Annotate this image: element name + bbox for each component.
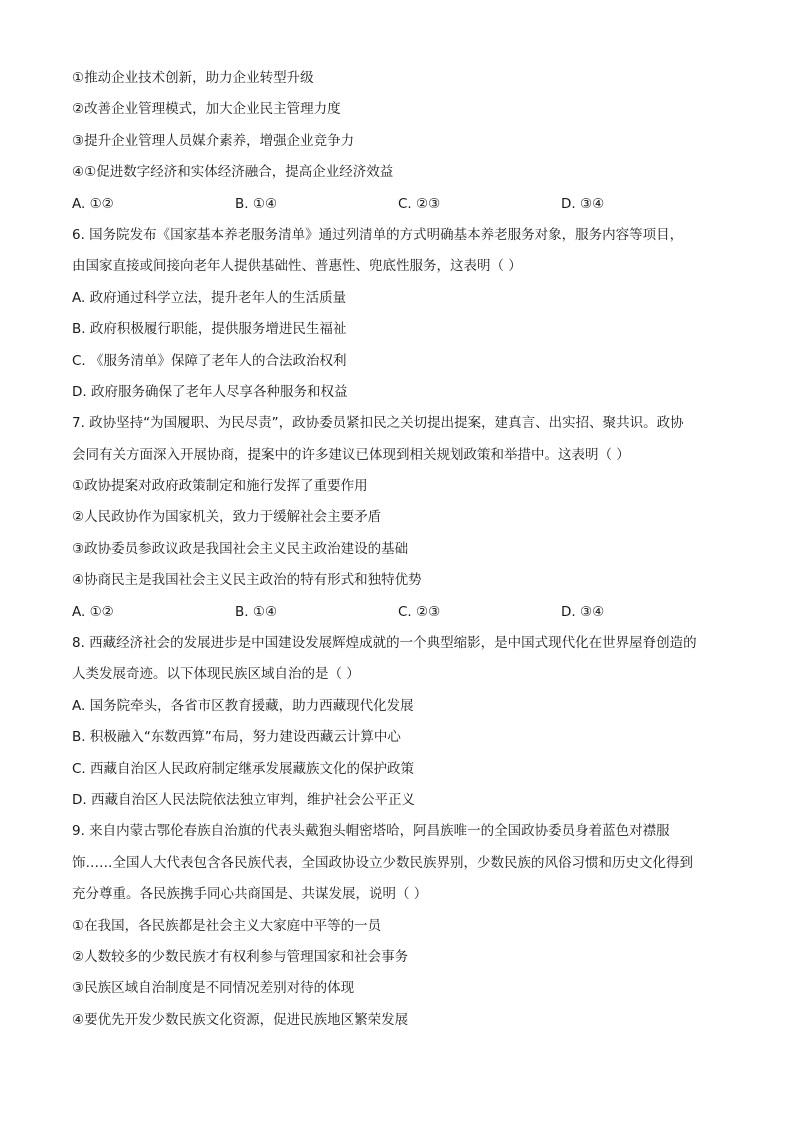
q8-stem-line-1: 8. 西藏经济社会的发展进步是中国建设发展辉煌成就的一个典型缩影，是中国式现代化在世界屋脊创造的 (72, 635, 697, 652)
q5-option-b: B. ①④ (235, 195, 278, 212)
q5-item-4: ④①促进数字经济和实体经济融合，提高企业经济效益 (72, 164, 394, 181)
q9-block (72, 816, 734, 1036)
q9-stem-line-1: 9. 来自内蒙古鄂伦春族自治旗的代表头戴狍头帽密塔哈，阿昌族唯一的全国政协委员身着蓝色对襟服 (72, 823, 670, 840)
q6-block (72, 220, 734, 408)
q7-item-2: ②人民政协作为国家机关，致力于缓解社会主要矛盾 (72, 509, 382, 526)
q6-stem-line-1: 6. 国务院发布《国家基本养老服务清单》通过列清单的方式明确基本养老服务对象，服务内容等项目， (72, 226, 684, 243)
q9-item-2: ②人数较多的少数民族才有权利参与管理国家和社会事务 (72, 948, 409, 965)
q5-item-3: ③提升企业管理人员媒介素养，增强企业竞争力 (72, 132, 355, 149)
q8-option-a: A. 国务院牵头，各省市区教育援藏，助力西藏现代化发展 (72, 697, 414, 714)
q7-item-1: ①政协提案对政府政策制定和施行发挥了重要作用 (72, 478, 368, 495)
q5-item-1: ①推动企业技术创新，助力企业转型升级 (72, 70, 314, 86)
q7-option-b: B. ①④ (235, 603, 278, 620)
q5-option-d: D. ③④ (561, 195, 605, 212)
q7-item-4: ④协商民主是我国社会主义民主政治的特有形式和独特优势 (72, 572, 422, 589)
q5-options (72, 189, 734, 220)
q7-option-d: D. ③④ (561, 603, 605, 620)
q9-stem-line-3: 充分尊重。各民族携手同心共商国是、共谋发展，说明（ ） (72, 886, 428, 903)
q9-item-4: ④要优先开发少数民族文化资源，促进民族地区繁荣发展 (72, 1011, 409, 1028)
q7-option-a: A. ①② (72, 603, 114, 620)
q8-stem-line-2: 人类发展奇迹。以下体现民族区域自治的是（ ） (72, 666, 360, 683)
q9-item-1: ①在我国，各民族都是社会主义大家庭中平等的一员 (72, 917, 382, 934)
q7-options (72, 597, 734, 628)
q7-block (72, 408, 734, 628)
q7-stem-line-2: 会同有关方面深入开展协商，提案中的许多建议已体现到相关规划政策和举措中。这表明（ ） (72, 446, 630, 463)
q7-option-c: C. ②③ (398, 603, 441, 620)
q5-block (72, 63, 734, 220)
q6-option-b: B. 政府积极履行职能，提供服务增进民生福祉 (72, 321, 347, 338)
q6-option-c: C. 《服务清单》保障了老年人的合法政治权利 (72, 352, 347, 369)
q5-option-c: C. ②③ (398, 195, 441, 212)
q7-stem-line-1: 7. 政协坚持“为国履职、为民尽责”，政协委员紧扣民之关切提出提案，建真言、出实招、聚共识。政协 (72, 415, 684, 432)
q5-item-2: ②改善企业管理模式，加大企业民主管理力度 (72, 101, 341, 118)
q7-item-3: ③政协委员参政议政是我国社会主义民主政治建设的基础 (72, 540, 409, 557)
q6-stem-line-2: 由国家直接或间接向老年人提供基础性、普惠性、兜底性服务，这表明（ ） (72, 258, 522, 275)
q6-option-d: D. 政府服务确保了老年人尽享各种服务和权益 (72, 383, 348, 400)
q8-block (72, 628, 734, 816)
q8-option-b: B. 积极融入“东数西算”布局，努力建设西藏云计算中心 (72, 729, 401, 746)
q8-option-d: D. 西藏自治区人民法院依法独立审判，维护社会公平正义 (72, 791, 415, 808)
q8-option-c: C. 西藏自治区人民政府制定继承发展藏族文化的保护政策 (72, 760, 415, 777)
q5-option-a: A. ①② (72, 195, 114, 212)
q6-option-a: A. 政府通过科学立法，提升老年人的生活质量 (72, 289, 347, 306)
q9-stem-line-2: 饰……全国人大代表包含各民族代表，全国政协设立少数民族界别，少数民族的风俗习惯和历史文化得到 (72, 854, 693, 871)
q9-item-3: ③民族区域自治制度是不同情况差别对待的体现 (72, 980, 355, 997)
